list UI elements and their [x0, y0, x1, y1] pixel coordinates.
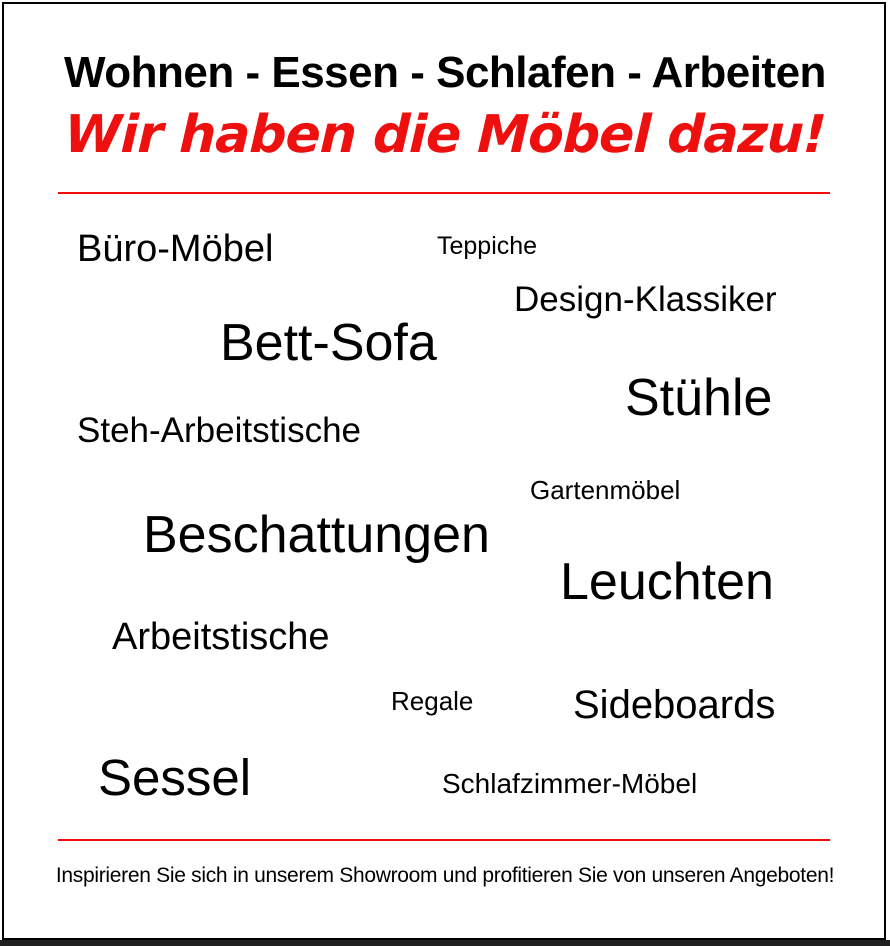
- footer-text: Inspirieren Sie sich in unserem Showroom und profitieren Sie von unseren Angeboten!: [55, 864, 835, 887]
- divider-top: [58, 192, 830, 194]
- cloud-word-leuchten: Leuchten: [560, 553, 774, 611]
- cloud-word-design-klassiker: Design-Klassiker: [514, 280, 777, 319]
- headline: Wohnen - Essen - Schlafen - Arbeiten: [64, 48, 826, 97]
- bottom-border-bar: [0, 940, 890, 946]
- cloud-word-arbeitstische: Arbeitstische: [112, 616, 330, 658]
- divider-bottom: [58, 839, 830, 841]
- cloud-word-stuehle: Stühle: [625, 369, 773, 427]
- cloud-word-schlafzimmer-moebel: Schlafzimmer-Möbel: [442, 768, 698, 799]
- cloud-word-steh-arbeitstische: Steh-Arbeitstische: [77, 411, 362, 450]
- cloud-word-teppiche: Teppiche: [437, 232, 538, 260]
- subheadline-script: Wir haben die Möbel dazu!: [63, 105, 827, 165]
- cloud-word-sideboards: Sideboards: [573, 683, 776, 727]
- cloud-word-bett-sofa: Bett-Sofa: [220, 314, 437, 372]
- cloud-word-beschattungen: Beschattungen: [143, 506, 490, 564]
- cloud-word-sessel: Sessel: [98, 749, 252, 806]
- cloud-word-buero-moebel: Büro-Möbel: [77, 228, 274, 270]
- cloud-word-gartenmoebel: Gartenmöbel: [530, 475, 681, 505]
- cloud-word-regale: Regale: [391, 686, 474, 716]
